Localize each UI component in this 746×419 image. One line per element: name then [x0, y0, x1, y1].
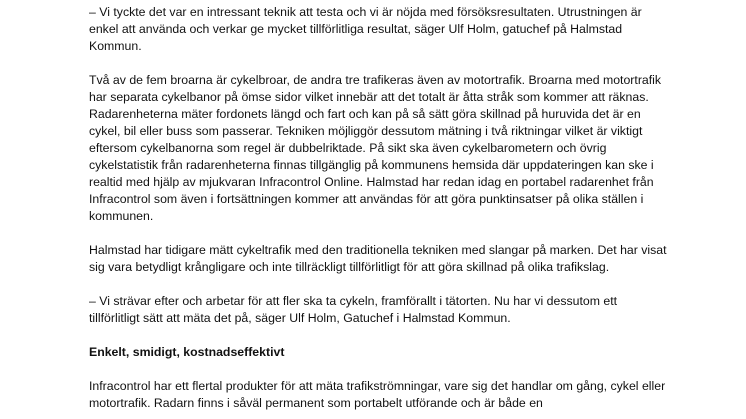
section-heading: Enkelt, smidigt, kostnadseffektivt: [89, 345, 285, 359]
quote-paragraph-2: – Vi strävar efter och arbetar för att fler ska ta cykeln, framförallt i tätorten. Nu har vi dessutom ett tillförlitligt sätt att mäta det på, säger Ulf Holm, Gatuchef i Halmstad Kommun.: [89, 294, 618, 325]
document-body: [89, 4, 671, 419]
quote-paragraph-1: – Vi tyckte det var en intressant teknik att testa och vi är nöjda med försöksresultaten. Utrustningen är enkel att använda och verkar ge mycket tillförlitliga resultat, säger Ulf Holm, gatuchef på Halmstad Kommun.: [89, 5, 642, 53]
bridges-paragraph: Två av de fem broarna är cykelbroar, de andra tre trafikeras även av motortrafik. Broarna med motortrafik har separata cykelbanor på ömse sidor vilket innebär att det totalt är åtta stråk som kommer att räknas. Radarenheterna mäter fordonets längd och fart och kan på så sätt göra skillnad på huruvida det är en cykel, bil eller buss som passerar. Tekniken möjliggör dessutom mätning i två riktningar vilket är viktigt eftersom cykelbanorna som regel är dubbelriktade. På sikt ska även cykelbarometern och övrig cykelstatistik från radarenheterna finnas tillgänglig på kommunens hemsida där uppdateringen kan ske i realtid med hjälp av mjukvaran Infracontrol Online. Halmstad har redan idag en portabel radarenhet från Infracontrol som även i fortsättningen kommer att användas för att göra punktinsatser på olika ställen i kommunen.: [89, 73, 662, 223]
history-paragraph: Halmstad har tidigare mätt cykeltrafik med den traditionella tekniken med slangar på marken. Det har visat sig vara betydligt krångligare och inte tillräckligt tillförlitligt för att göra skillnad på olika trafikslag.: [89, 243, 667, 274]
products-paragraph: Infracontrol har ett flertal produkter för att mäta trafikströmningar, vare sig det handlar om gång, cykel eller motortrafik. Radarn finns i såväl permanent som portabelt utförande och är både en: [89, 379, 666, 410]
